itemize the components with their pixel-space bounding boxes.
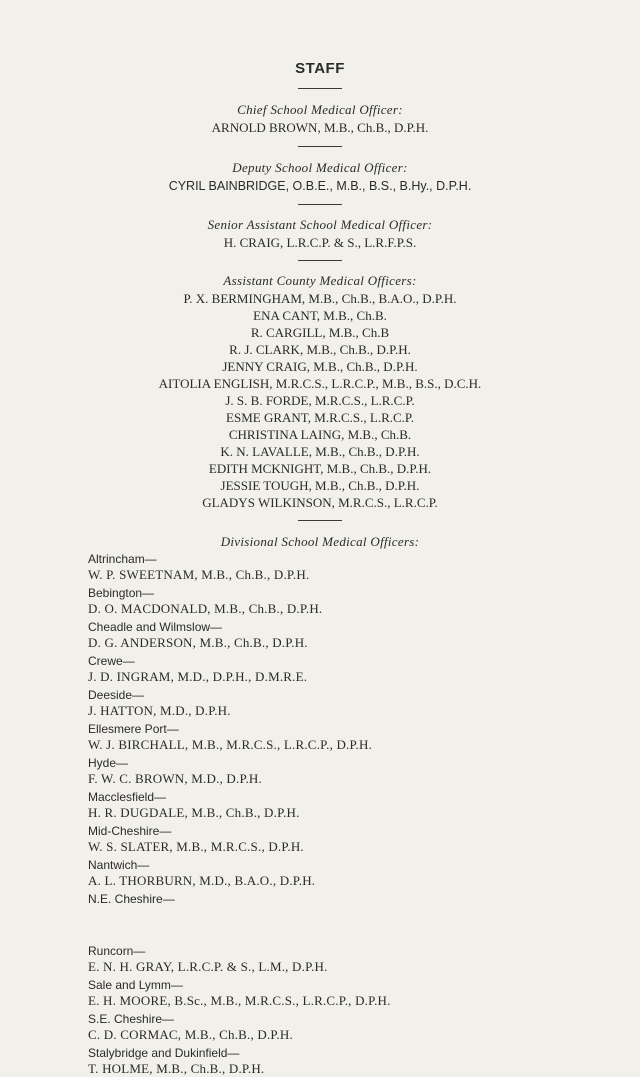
division-officer: A. L. THORBURN, M.D., B.A.O., D.P.H.	[88, 873, 316, 888]
divisional-entry	[88, 891, 608, 907]
assistant-name: ESME GRANT, M.R.C.S., L.R.C.P.	[226, 410, 414, 425]
division-officer: D. G. ANDERSON, M.B., Ch.B., D.P.H.	[88, 635, 308, 650]
division-area: Ellesmere Port—	[88, 722, 179, 736]
division-officer: E. N. H. GRAY, L.R.C.P. & S., L.M., D.P.H.	[88, 959, 328, 974]
division-officer: H. R. DUGDALE, M.B., Ch.B., D.P.H.	[88, 805, 300, 820]
division-area: Macclesfield—	[88, 790, 167, 804]
chief-name: ARNOLD BROWN, M.B., Ch.B., D.P.H.	[211, 120, 429, 135]
assistant-name: P. X. BERMINGHAM, M.B., Ch.B., B.A.O., D.P.H.	[183, 291, 457, 306]
assistant-name: JESSIE TOUGH, M.B., Ch.B., D.P.H.	[220, 478, 420, 493]
divisional-entry	[88, 721, 608, 753]
division-area: Runcorn—	[88, 944, 146, 958]
division-area: Bebington—	[88, 586, 155, 600]
section-divider	[298, 520, 342, 521]
division-area: Hyde—	[88, 756, 129, 770]
divisional-entry	[88, 653, 608, 685]
assistant-name: AITOLIA ENGLISH, M.R.C.S., L.R.C.P., M.B., B.S., D.C.H.	[158, 376, 482, 391]
division-officer: W. S. SLATER, M.B., M.R.C.S., D.P.H.	[88, 839, 304, 854]
division-officer: J. D. INGRAM, M.D., D.P.H., D.M.R.E.	[88, 669, 308, 684]
division-area: Cheadle and Wilmslow—	[88, 620, 223, 634]
divisional-entry	[88, 943, 608, 975]
division-area: Nantwich—	[88, 858, 150, 872]
divisional-entry	[88, 619, 608, 651]
divisional-entry	[88, 789, 608, 821]
page-title: STAFF	[295, 60, 345, 77]
division-area: Sale and Lymm—	[88, 978, 183, 992]
division-officer: W. J. BIRCHALL, M.B., M.R.C.S., L.R.C.P., D.P.H.	[88, 737, 372, 752]
assistant-name: R. J. CLARK, M.B., Ch.B., D.P.H.	[229, 342, 411, 357]
division-area: Altrincham—	[88, 552, 157, 566]
divisional-heading: Divisional School Medical Officers:	[220, 534, 420, 549]
assistant-name: ENA CANT, M.B., Ch.B.	[253, 308, 387, 323]
senior-heading: Senior Assistant School Medical Officer:	[207, 217, 433, 232]
division-officer: J. HATTON, M.D., D.P.H.	[88, 703, 231, 718]
division-officer: T. HOLME, M.B., Ch.B., D.P.H.	[88, 1061, 265, 1076]
divisional-entry	[88, 857, 608, 889]
division-officer: C. D. CORMAC, M.B., Ch.B., D.P.H.	[88, 1027, 293, 1042]
division-area: N.E. Cheshire—	[88, 892, 175, 906]
divisional-entry	[88, 551, 608, 583]
division-area: Crewe—	[88, 654, 135, 668]
division-officer: W. P. SWEETNAM, M.B., Ch.B., D.P.H.	[88, 567, 310, 582]
divisional-entry	[88, 1011, 608, 1043]
senior-name: H. CRAIG, L.R.C.P. & S., L.R.F.P.S.	[223, 235, 417, 250]
deputy-heading: Deputy School Medical Officer:	[232, 160, 408, 175]
divisional-entry	[88, 1045, 608, 1077]
divisional-entry	[88, 687, 608, 719]
section-divider	[298, 260, 342, 261]
section-divider	[298, 88, 342, 89]
division-area: Stalybridge and Dukinfield—	[88, 1046, 240, 1060]
assistant-name: GLADYS WILKINSON, M.R.C.S., L.R.C.P.	[202, 495, 438, 510]
section-divider	[298, 146, 342, 147]
division-area: Mid-Cheshire—	[88, 824, 172, 838]
assistant-name: CHRISTINA LAING, M.B., Ch.B.	[228, 427, 412, 442]
divisional-entry	[88, 755, 608, 787]
division-officer: D. O. MACDONALD, M.B., Ch.B., D.P.H.	[88, 601, 323, 616]
division-officer: E. H. MOORE, B.Sc., M.B., M.R.C.S., L.R.C.P., D.P.H.	[88, 993, 391, 1008]
division-area: S.E. Cheshire—	[88, 1012, 175, 1026]
chief-heading: Chief School Medical Officer:	[237, 102, 403, 117]
assistant-name: JENNY CRAIG, M.B., Ch.B., D.P.H.	[222, 359, 418, 374]
division-area: Deeside—	[88, 688, 145, 702]
assistant-name: EDITH MCKNIGHT, M.B., Ch.B., D.P.H.	[208, 461, 432, 476]
divisional-entry	[88, 585, 608, 617]
division-officer: F. W. C. BROWN, M.D., D.P.H.	[88, 771, 262, 786]
divisional-entry	[88, 977, 608, 1009]
section-divider	[298, 204, 342, 205]
divisional-entry	[88, 823, 608, 855]
assistant-name: R. CARGILL, M.B., Ch.B	[250, 325, 390, 340]
deputy-name: CYRIL BAINBRIDGE, O.B.E., M.B., B.S., B.Hy., D.P.H.	[168, 179, 472, 193]
assistant-name: J. S. B. FORDE, M.R.C.S., L.R.C.P.	[225, 393, 415, 408]
assistant-name: K. N. LAVALLE, M.B., Ch.B., D.P.H.	[220, 444, 420, 459]
assistant-heading: Assistant County Medical Officers:	[223, 273, 417, 288]
